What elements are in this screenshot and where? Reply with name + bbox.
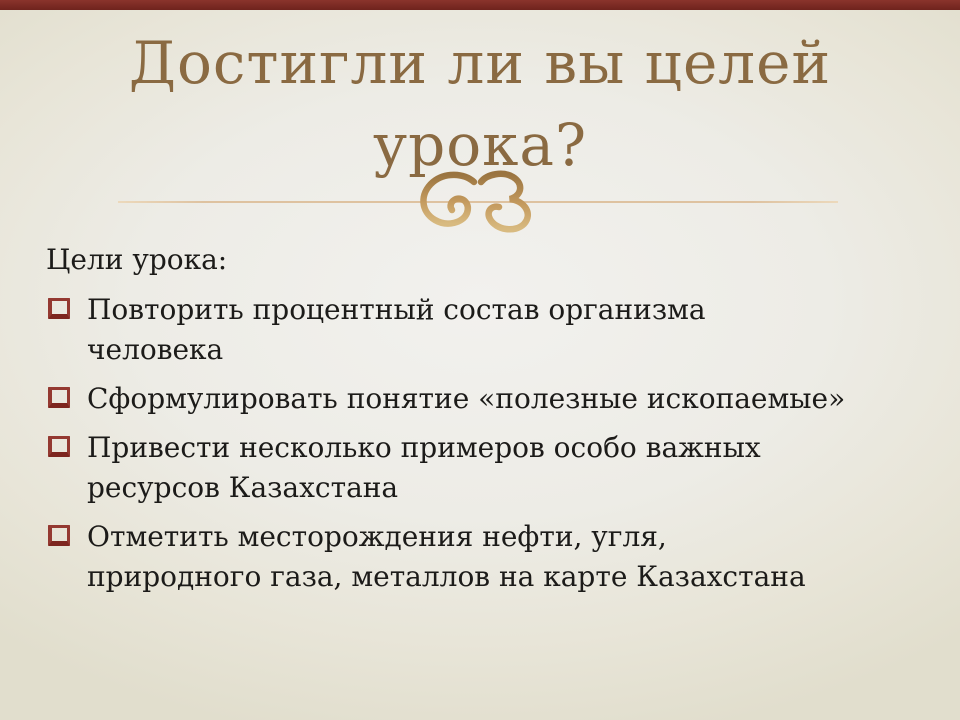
flourish-divider-icon — [410, 170, 550, 234]
checkbox-square-icon — [48, 525, 70, 546]
lesson-goals-heading: Цели урока: — [46, 243, 228, 276]
top-accent-bar — [0, 0, 960, 10]
goal-item — [46, 428, 926, 508]
checkbox-square-icon — [48, 387, 70, 408]
slide-body — [46, 240, 926, 606]
goal-item — [46, 517, 926, 597]
title-line-2: урока? — [372, 111, 588, 179]
goal-text: Привести несколько примеров особо важных ресурсов Казахстана — [87, 431, 761, 504]
goal-text: Сформулировать понятие «полезные ископаемые» — [87, 382, 846, 415]
checkbox-square-icon — [48, 436, 70, 457]
checkbox-square-icon — [48, 298, 70, 319]
title-line-1: Достигли ли вы целей — [128, 29, 832, 97]
goal-item — [46, 379, 926, 419]
goal-item — [46, 290, 926, 370]
goal-text: Повторить процентный состав организма человека — [87, 293, 706, 366]
slide-title — [40, 22, 920, 186]
goal-text: Отметить месторождения нефти, угля, природного газа, металлов на карте Казахстана — [87, 520, 806, 593]
